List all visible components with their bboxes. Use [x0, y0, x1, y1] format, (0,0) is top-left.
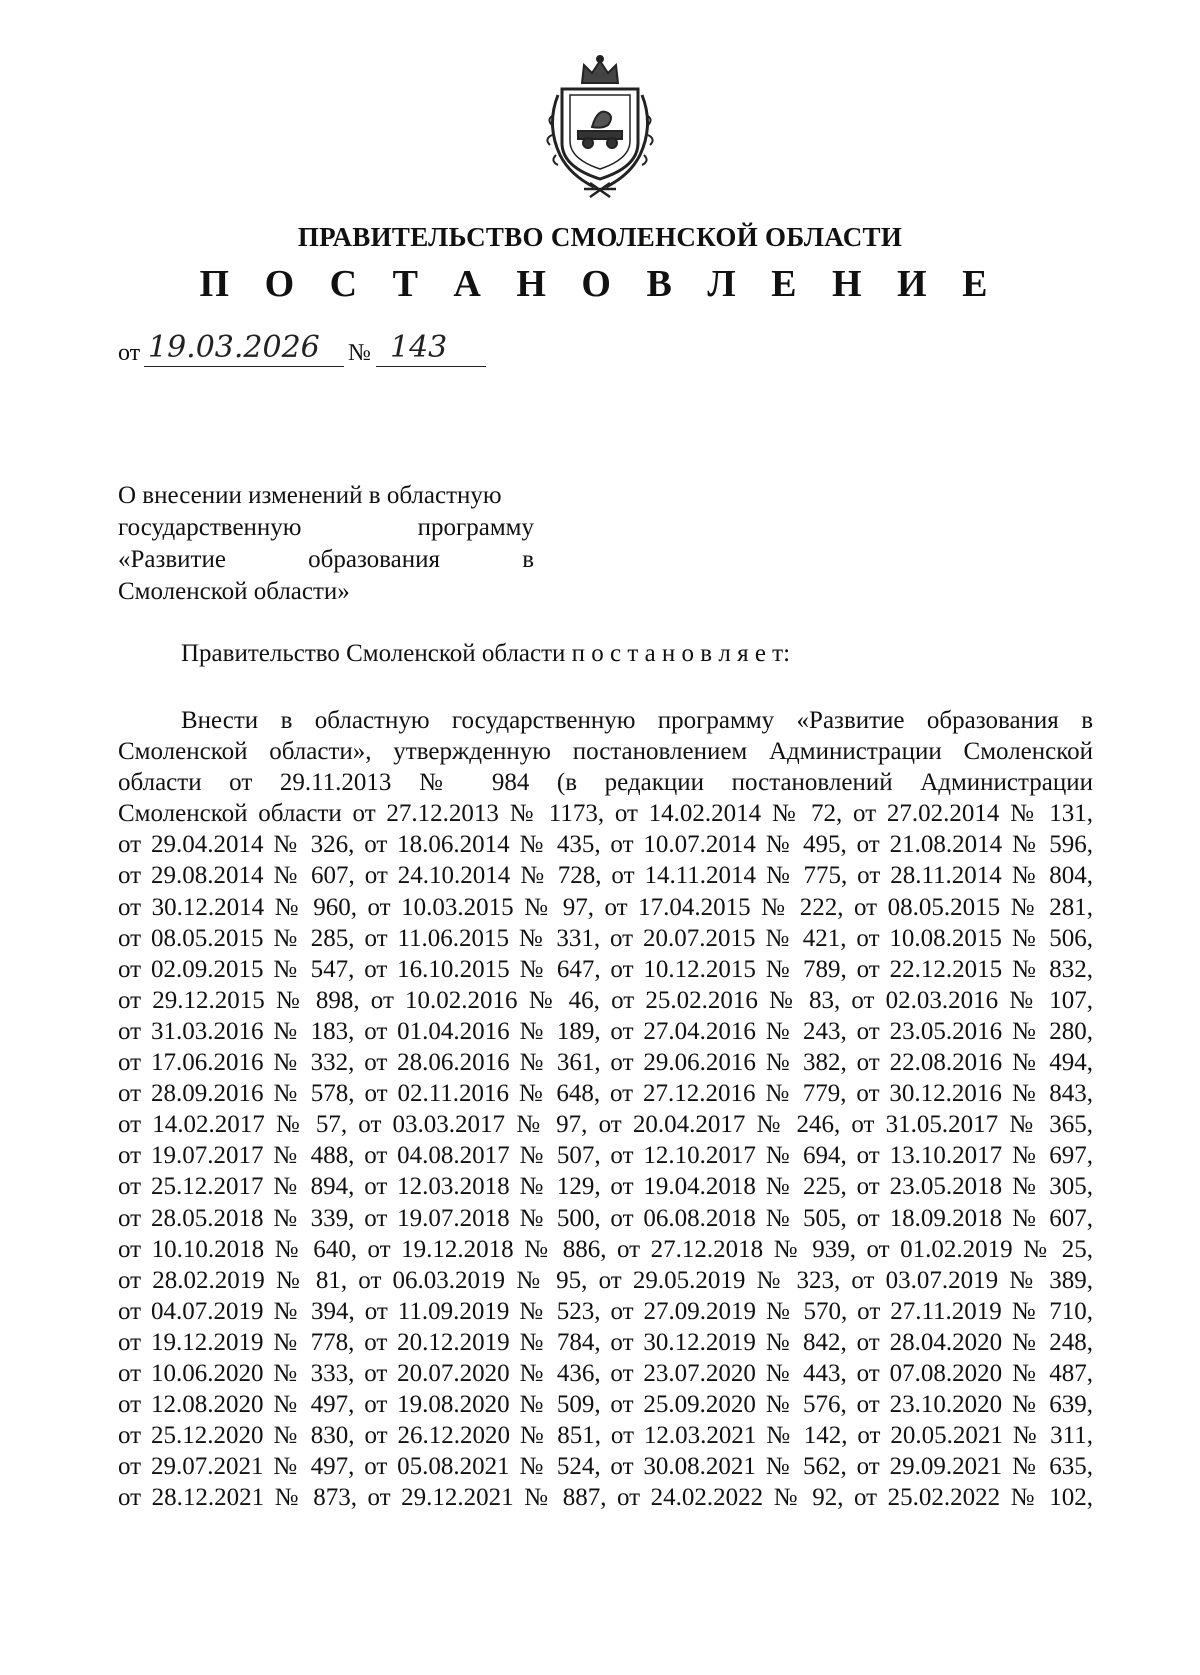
subject-line	[118, 512, 534, 544]
subject-line: О внесении изменений в областную	[118, 482, 502, 509]
body-line: от 29.12.2015 № 898, от 10.02.2016 № 46, от 25.02.2016 № 83, от 02.03.2016 № 107,	[118, 986, 1093, 1014]
body-line: от 08.05.2015 № 285, от 11.06.2015 № 331, от 20.07.2015 № 421, от 10.08.2015 № 506,	[118, 924, 1093, 952]
body-line: от 25.12.2020 № 830, от 26.12.2020 № 851, от 12.03.2021 № 142, от 20.05.2021 № 311,	[118, 1422, 1093, 1450]
body-line: от 30.12.2014 № 960, от 10.03.2015 № 97, от 17.04.2015 № 222, от 08.05.2015 № 281,	[118, 893, 1093, 921]
handwritten-number: 143	[390, 330, 448, 365]
body-line: от 29.07.2021 № 497, от 05.08.2021 № 524, от 30.08.2021 № 562, от 29.09.2021 № 635,	[118, 1453, 1093, 1481]
body-text	[118, 705, 1093, 1513]
body-line: от 29.04.2014 № 326, от 18.06.2014 № 435, от 10.07.2014 № 495, от 21.08.2014 № 596,	[118, 831, 1093, 859]
handwritten-date: 19.03.2026	[148, 330, 320, 365]
resolution-phrase: Правительство Смоленской области п о с т а н о в л я е т:	[181, 640, 791, 667]
body-line: от 19.07.2017 № 488, от 04.08.2017 № 507, от 12.10.2017 № 694, от 13.10.2017 № 697,	[118, 1142, 1093, 1170]
body-line: от 19.12.2019 № 778, от 20.12.2019 № 784, от 30.12.2019 № 842, от 28.04.2020 № 248,	[118, 1328, 1093, 1356]
body-line: от 02.09.2015 № 547, от 16.10.2015 № 647, от 10.12.2015 № 789, от 22.12.2015 № 832,	[118, 955, 1093, 983]
body-line: от 29.08.2014 № 607, от 24.10.2014 № 728, от 14.11.2014 № 775, от 28.11.2014 № 804,	[118, 862, 1093, 890]
subject-word: образования	[308, 546, 441, 573]
body-line: от 04.07.2019 № 394, от 11.09.2019 № 523, от 27.09.2019 № 570, от 27.11.2019 № 710,	[118, 1297, 1093, 1325]
body-line: от 12.08.2020 № 497, от 19.08.2020 № 509, от 25.09.2020 № 576, от 23.10.2020 № 639,	[118, 1391, 1093, 1419]
body-line: Смоленской области», утвержденную постановлением Администрации Смоленской	[118, 738, 1093, 766]
body-line: от 14.02.2017 № 57, от 03.03.2017 № 97, от 20.04.2017 № 246, от 31.05.2017 № 365,	[118, 1111, 1093, 1139]
body-line: Внести в областную государственную программу «Развитие образования в	[181, 707, 1093, 734]
body-line: от 17.06.2016 № 332, от 28.06.2016 № 361, от 29.06.2016 № 382, от 22.08.2016 № 494,	[118, 1049, 1093, 1077]
subject-line	[118, 544, 534, 576]
subject-word: «Развитие	[118, 546, 226, 573]
organization-name: ПРАВИТЕЛЬСТВО СМОЛЕНСКОЙ ОБЛАСТИ	[297, 222, 903, 252]
body-line: от 28.02.2019 № 81, от 06.03.2019 № 95, от 29.05.2019 № 323, от 03.07.2019 № 389,	[118, 1266, 1093, 1294]
body-line: от 25.12.2017 № 894, от 12.03.2018 № 129, от 19.04.2018 № 225, от 23.05.2018 № 305,	[118, 1173, 1093, 1201]
body-line: от 28.09.2016 № 578, от 02.11.2016 № 648, от 27.12.2016 № 779, от 30.12.2016 № 843,	[118, 1080, 1093, 1108]
body-line: от 10.06.2020 № 333, от 20.07.2020 № 436, от 23.07.2020 № 443, от 07.08.2020 № 487,	[118, 1359, 1093, 1387]
body-line: от 28.05.2018 № 339, от 19.07.2018 № 500, от 06.08.2018 № 505, от 18.09.2018 № 607,	[118, 1204, 1093, 1232]
body-line: Смоленской области от 27.12.2013 № 1173, от 14.02.2014 № 72, от 27.02.2014 № 131,	[118, 800, 1093, 828]
number-underline	[376, 366, 486, 367]
document-type: П О С Т А Н О В Л Е Н И Е	[199, 263, 1001, 305]
number-label: №	[348, 340, 371, 366]
subject-word: программу	[417, 514, 534, 541]
subject-word: государственную	[118, 514, 302, 541]
document-subject	[118, 480, 534, 608]
date-underline	[144, 366, 344, 367]
body-line: от 28.12.2021 № 873, от 29.12.2021 № 887, от 24.02.2022 № 92, от 25.02.2022 № 102,	[118, 1484, 1093, 1512]
from-label: от	[118, 340, 141, 366]
subject-word: в	[522, 546, 534, 573]
subject-line: Смоленской области»	[118, 578, 350, 605]
body-line: от 31.03.2016 № 183, от 01.04.2016 № 189, от 27.04.2016 № 243, от 23.05.2016 № 280,	[118, 1017, 1093, 1045]
body-line: области от 29.11.2013 № 984 (в редакции постановлений Администрации	[118, 769, 1093, 797]
body-line: от 10.10.2018 № 640, от 19.12.2018 № 886, от 27.12.2018 № 939, от 01.02.2019 № 25,	[118, 1235, 1093, 1263]
coat-of-arms-icon	[540, 55, 660, 200]
